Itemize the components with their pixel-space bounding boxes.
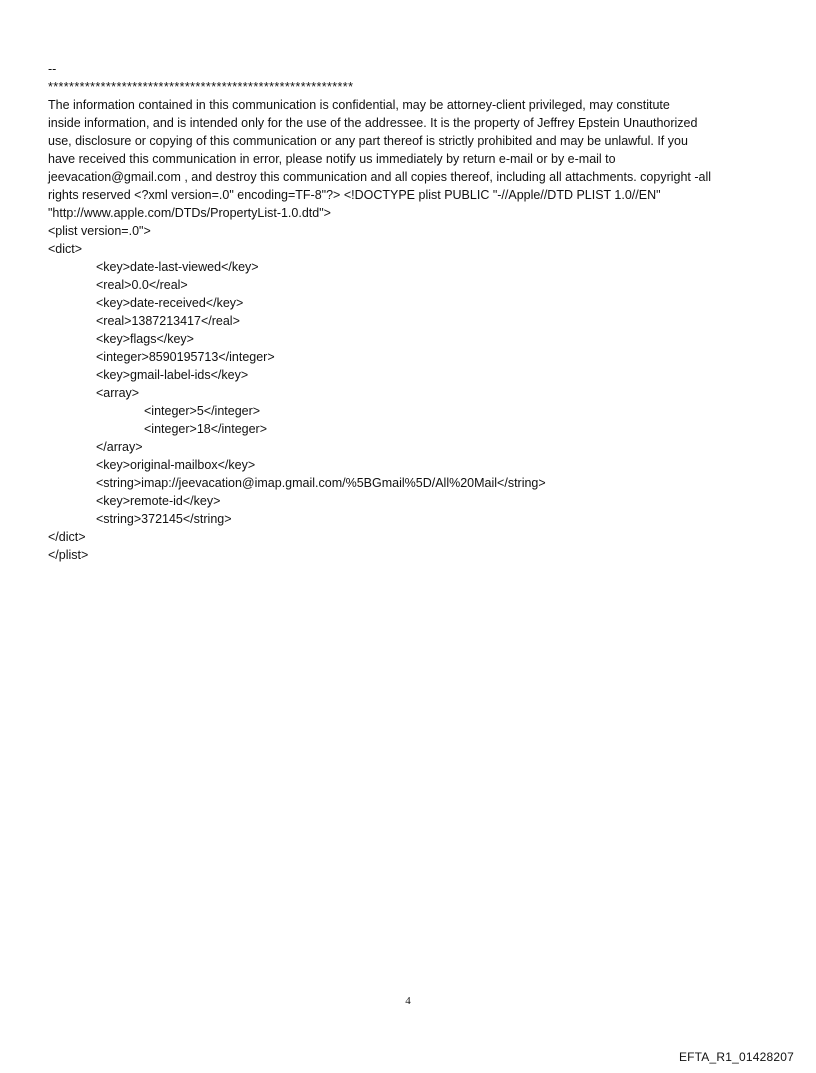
plist-line: <integer>8590195713</integer> <box>96 350 275 364</box>
asterisk-divider: ********************************************************** <box>48 80 354 94</box>
plist-block <box>48 222 778 564</box>
plist-line: <real>0.0</real> <box>96 278 188 292</box>
plist-line: <string>372145</string> <box>96 512 232 526</box>
plist-line: </array> <box>96 440 143 454</box>
disclaimer-line: inside information, and is intended only for the use of the addressee. It is the property of Jeffrey Epstein Unauthorized <box>48 116 698 130</box>
document-id: EFTA_R1_01428207 <box>678 1050 794 1064</box>
disclaimer-line: jeevacation@gmail.com , and destroy this communication and all copies thereof, including all attachments. copyright -all <box>48 170 712 184</box>
signature-separator: -- <box>48 62 57 76</box>
plist-line: <dict> <box>48 242 83 256</box>
plist-line: <integer>5</integer> <box>144 404 261 418</box>
plist-line: <key>date-received</key> <box>96 296 244 310</box>
plist-line: <array> <box>96 386 140 400</box>
plist-line: <key>gmail-label-ids</key> <box>96 368 249 382</box>
page-number: 4 <box>405 995 411 1007</box>
disclaimer-line: rights reserved <?xml version=.0" encoding=TF-8"?> <!DOCTYPE plist PUBLIC "-//Apple//DTD PLIST 1.0//EN" <box>48 188 661 202</box>
disclaimer-line: use, disclosure or copying of this communication or any part thereof is strictly prohibited and may be unlawful. If you <box>48 134 688 148</box>
disclaimer-line: The information contained in this communication is confidential, may be attorney-client privileged, may constitute <box>48 98 670 112</box>
plist-line: <key>date-last-viewed</key> <box>96 260 259 274</box>
plist-line: <integer>18</integer> <box>144 422 268 436</box>
email-body <box>48 60 778 564</box>
plist-line: <plist version=.0"> <box>48 224 151 238</box>
plist-line: </plist> <box>48 548 89 562</box>
disclaimer-line: "http://www.apple.com/DTDs/PropertyList-1.0.dtd"> <box>48 206 331 220</box>
plist-line: <key>original-mailbox</key> <box>96 458 256 472</box>
plist-line: <real>1387213417</real> <box>96 314 240 328</box>
plist-line: <key>flags</key> <box>96 332 194 346</box>
plist-line: </dict> <box>48 530 86 544</box>
plist-line: <key>remote-id</key> <box>96 494 221 508</box>
confidentiality-disclaimer <box>48 96 778 222</box>
plist-line: <string>imap://jeevacation@imap.gmail.com/%5BGmail%5D/All%20Mail</string> <box>96 476 546 490</box>
disclaimer-line: have received this communication in error, please notify us immediately by return e-mail or by e-mail to <box>48 152 616 166</box>
